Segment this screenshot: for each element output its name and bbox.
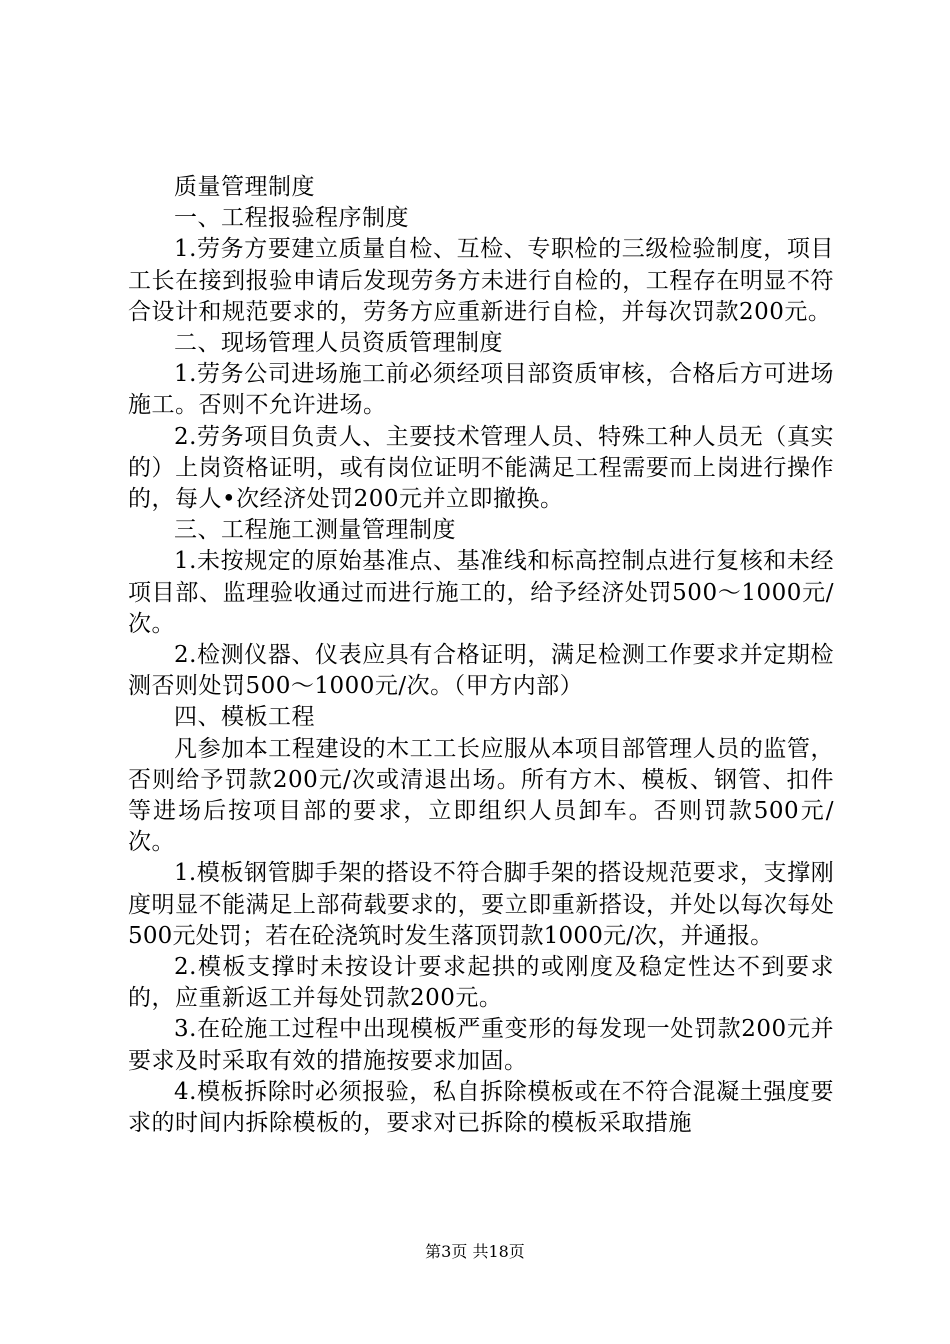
paragraph: 4.模板拆除时必须报验，私自拆除模板或在不符合混凝土强度要求的时间内拆除模板的，要求对已拆除的模板采取措施	[128, 1078, 834, 1137]
section-heading-3: 三、工程施工测量管理制度	[174, 517, 456, 544]
paragraph: 2.模板支撑时未按设计要求起拱的或刚度及稳定性达不到要求的，应重新返工并每处罚款200元。	[128, 954, 834, 1012]
paragraph: 1.模板钢管脚手架的搭设不符合脚手架的搭设规范要求，支撑刚度明显不能满足上部荷载要求的，要立即重新搭设，并处以每次每处500元处罚；若在砼浇筑时发生落顶罚款1000元/次，并通报。	[128, 860, 834, 949]
paragraph: 1.劳务公司进场施工前必须经项目部资质审核，合格后方可进场施工。否则不允许进场。	[128, 361, 834, 419]
paragraph: 2.劳务项目负责人、主要技术管理人员、特殊工种人员无（真实的）上岗资格证明，或有岗位证明不能满足工程需要而上岗进行操作的，每人•次经济处罚200元并立即撤换。	[128, 423, 834, 513]
paragraph: 2.检测仪器、仪表应具有合格证明，满足检测工作要求并定期检测否则处罚500～1000元/次。（甲方内部）	[128, 642, 834, 700]
document-body	[128, 172, 834, 1139]
document-title: 质量管理制度	[174, 174, 315, 200]
paragraph: 1.劳务方要建立质量自检、互检、专职检的三级检验制度，项目工长在接到报验申请后发现劳务方未进行自检的，工程存在明显不符合设计和规范要求的，劳务方应重新进行自检，并每次罚款200元。	[128, 236, 834, 325]
section-heading-2: 二、现场管理人员资质管理制度	[174, 330, 503, 357]
paragraph: 3.在砼施工过程中出现模板严重变形的每发现一处罚款200元并要求及时采取有效的措施按要求加固。	[128, 1016, 834, 1074]
section-heading-4: 四、模板工程	[174, 704, 315, 731]
paragraph: 凡参加本工程建设的木工工长应服从本项目部管理人员的监管，否则给予罚款200元/次或清退出场。所有方木、模板、钢管、扣件等进场后按项目部的要求，立即组织人员卸车。否则罚款500元/次。	[128, 735, 834, 856]
section-heading-1: 一、工程报验程序制度	[174, 205, 409, 232]
page-footer: 第3页 共18页	[425, 1242, 525, 1261]
paragraph: 1.未按规定的原始基准点、基准线和标高控制点进行复核和未经项目部、监理验收通过而进行施工的，给予经济处罚500～1000元/次。	[128, 548, 834, 637]
